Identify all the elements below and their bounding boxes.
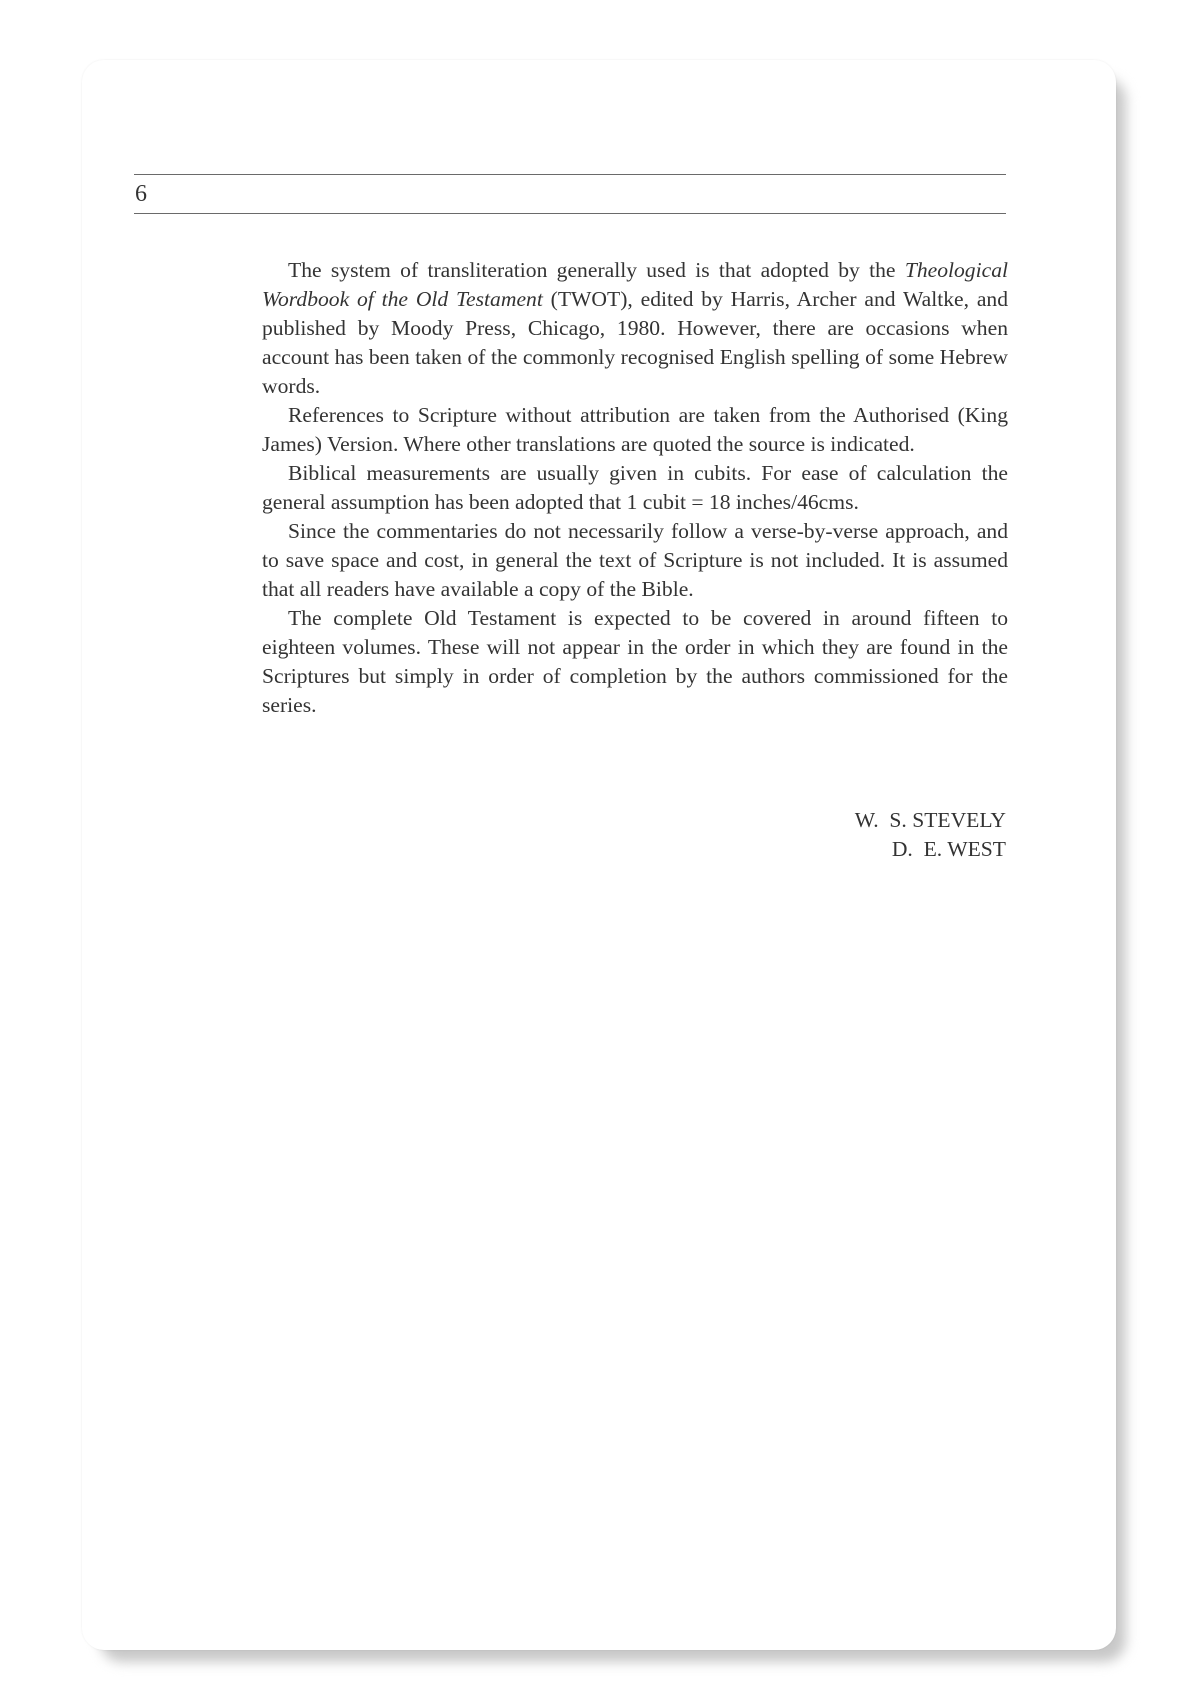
twot-title: Theological Wordbook of the Old Testament <box>262 258 1008 311</box>
paragraph-1-lead: The system of transliteration generally used is that adopted by the <box>288 258 905 282</box>
preface-text <box>262 256 1008 720</box>
paragraph-1-rest: (TWOT), edited by Harris, Archer and Waltke, and published by Moody Press, Chicago, 1980. However, there are occasions when account has been taken of the commonly recognised English spelling of some Hebrew words. <box>262 287 1008 398</box>
paragraph-scripture-references: References to Scripture without attribution are taken from the Authorised (King James) Version. Where other translations are quoted the source is indicated. <box>262 403 1008 456</box>
running-header <box>134 174 1006 214</box>
signature-block <box>855 806 1006 864</box>
signature-stevely: W. S. STEVELY <box>854 808 1006 832</box>
paragraph-volumes: The complete Old Testament is expected to be covered in around fifteen to eighteen volumes. These will not appear in the order in which they are found in the Scriptures but simply in order of completion by the authors commissioned for the series. <box>262 606 1008 717</box>
paragraph-commentaries: Since the commentaries do not necessarily follow a verse-by-verse approach, and to save space and cost, in general the text of Scripture is not included. It is assumed that all readers have available a copy of the Bible. <box>262 519 1008 601</box>
paragraph-measurements: Biblical measurements are usually given in cubits. For ease of calculation the general assumption has been adopted that 1 cubit = 18 inches/46cms. <box>262 461 1008 514</box>
document-page <box>82 60 1116 1650</box>
paragraph-transliteration <box>262 256 1008 401</box>
page-number: 6 <box>135 181 147 207</box>
signature-west: D. E. WEST <box>891 837 1006 861</box>
